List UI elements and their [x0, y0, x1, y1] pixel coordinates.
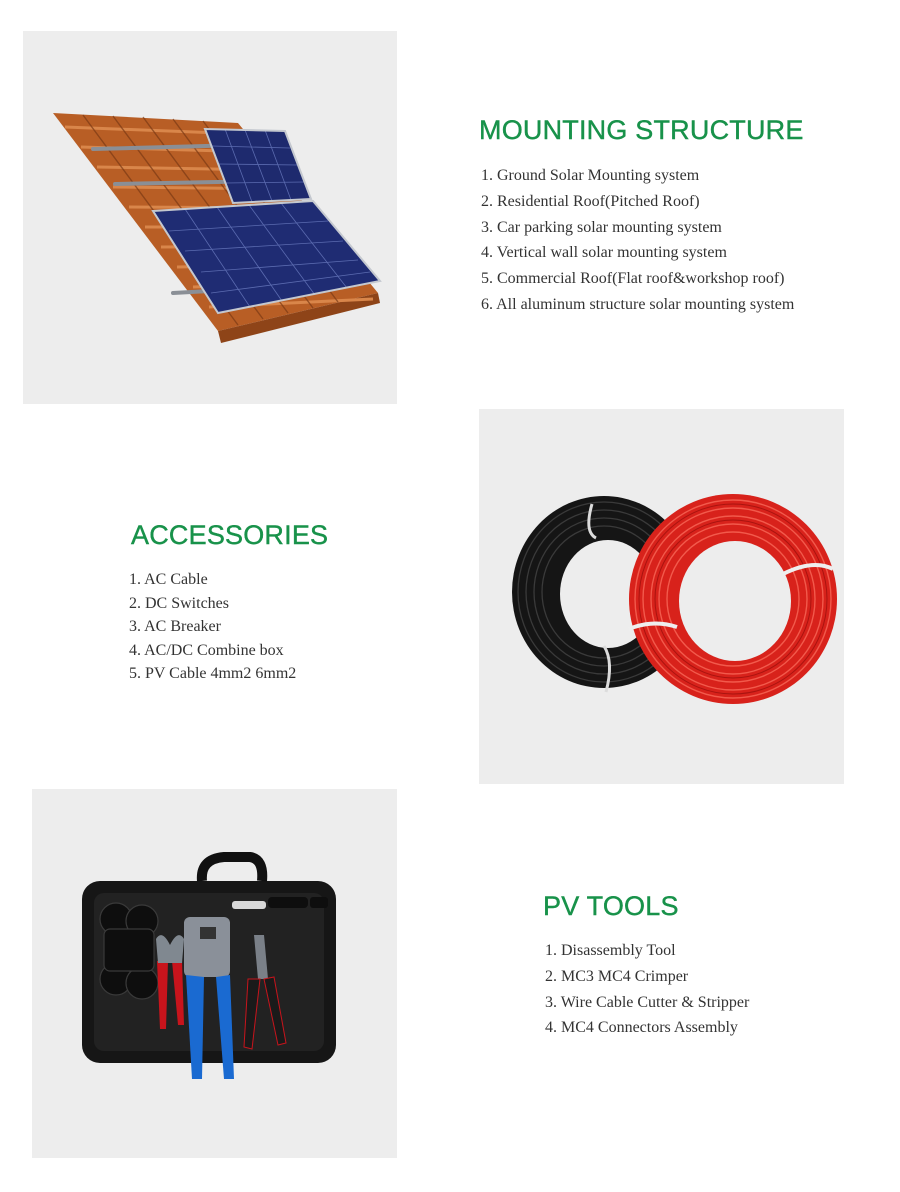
- list-item: 1. AC Cable: [129, 571, 208, 588]
- list-item: 4. MC4 Connectors Assembly: [545, 1019, 738, 1037]
- list-item: 5. PV Cable 4mm2 6mm2: [129, 665, 297, 682]
- list-item: 1. Ground Solar Mounting system: [481, 167, 700, 184]
- list-item: 3. AC Breaker: [129, 618, 221, 635]
- list-item: 3. Wire Cable Cutter & Stripper: [545, 993, 750, 1011]
- section-title: MOUNTING STRUCTURE: [479, 115, 804, 145]
- section-title: PV TOOLS: [543, 891, 679, 921]
- feature-list: [545, 938, 749, 1041]
- list-item: 6. All aluminum structure solar mounting system: [481, 295, 795, 313]
- pv-tools-kit-photo: [32, 789, 397, 1158]
- list-item: 3. Car parking solar mounting system: [481, 218, 722, 236]
- list-item: 2. MC3 MC4 Crimper: [545, 967, 689, 985]
- list-item: 4. Vertical wall solar mounting system: [481, 244, 727, 262]
- list-item: 1. Disassembly Tool: [545, 942, 676, 959]
- list-item: 5. Commercial Roof(Flat roof&workshop roof): [481, 270, 785, 288]
- section-title: ACCESSORIES: [131, 520, 329, 550]
- list-item: 2. Residential Roof(Pitched Roof): [481, 192, 700, 210]
- list-item: 2. DC Switches: [129, 594, 229, 612]
- list-item: 4. AC/DC Combine box: [129, 641, 284, 659]
